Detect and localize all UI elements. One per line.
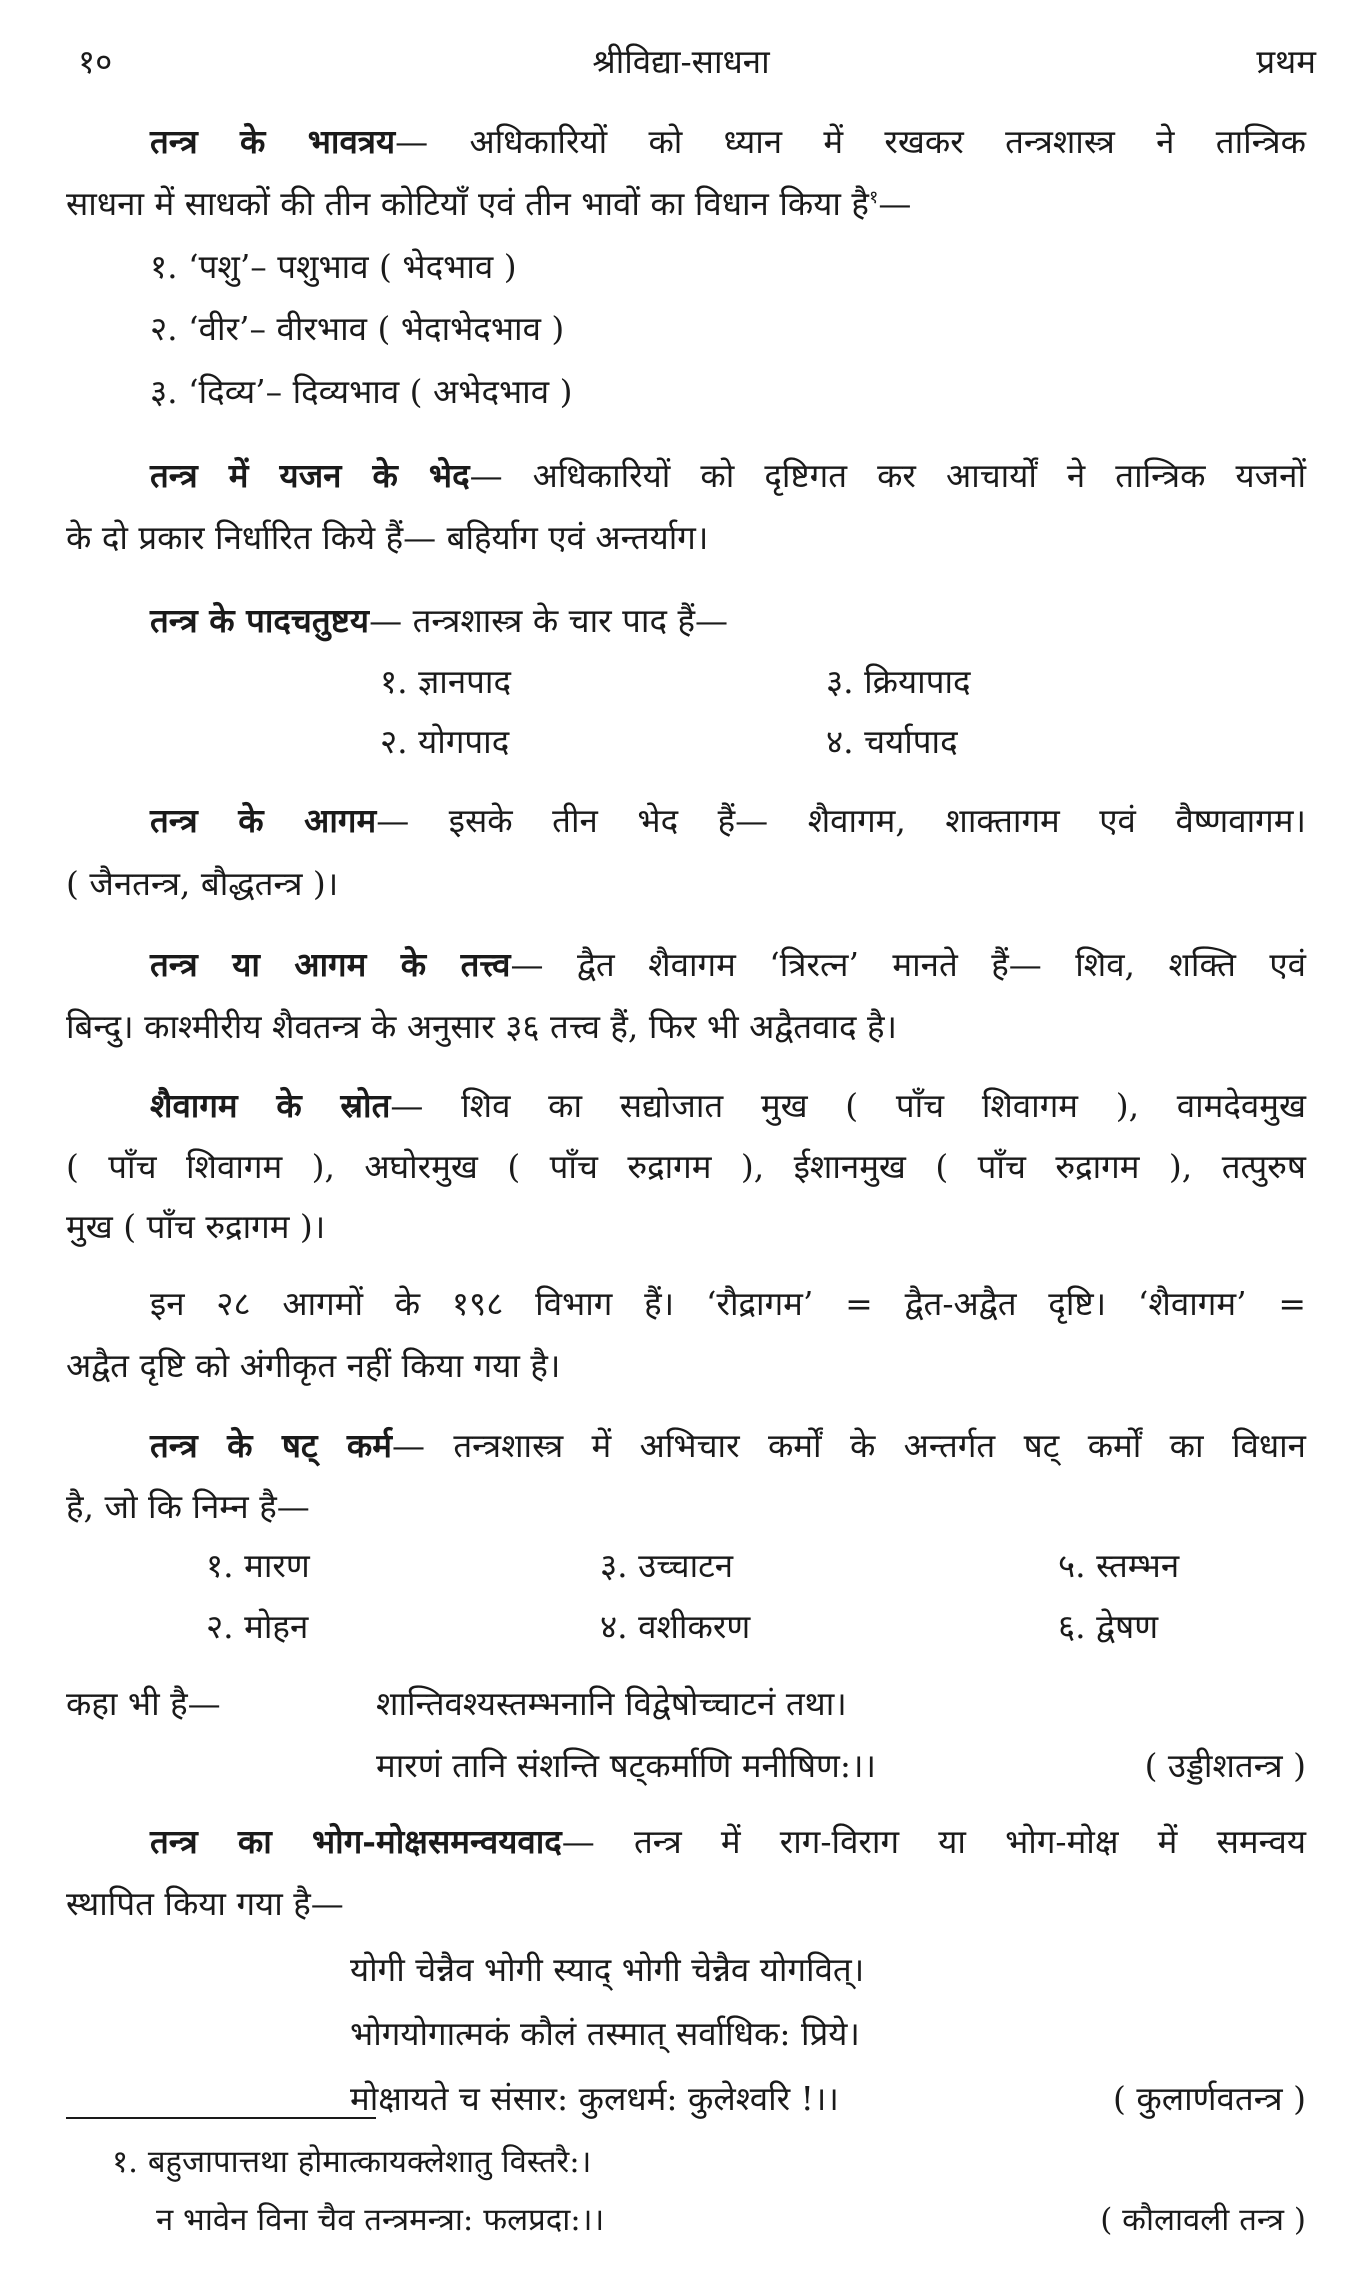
page-number: १० [78, 42, 113, 81]
footnote-line2: न भावेन विना चैव तन्त्रमन्त्रा: फलप्रदा:।। [156, 2202, 605, 2238]
vibhag-para-line2: अद्वैत दृष्टि को अंगीकृत नहीं किया गया है। [66, 1346, 561, 1385]
list-item: ३. उच्चाटन [600, 1546, 734, 1585]
shatkarma-para-line1: तन्त्र के षट् कर्म— तन्त्रशास्त्र में अभिचार कर्मों के अन्तर्गत षट् कर्मों का विधान [150, 1426, 1306, 1465]
list-item: ४. वशीकरण [600, 1607, 751, 1646]
bhavatraya-para-line1: तन्त्र के भावत्रय— अधिकारियों को ध्यान में रखकर तन्त्रशास्त्र ने तान्त्रिक [150, 122, 1306, 161]
bhavatraya-heading: तन्त्र के भावत्रय [150, 122, 396, 161]
srot-para-line3: मुख ( पाँच रुद्रागम )। [66, 1207, 326, 1246]
verse-line: शान्तिवश्यस्तम्भनानि विद्वेषोच्चाटनं तथा। [376, 1684, 847, 1723]
shatkarma-heading: तन्त्र के षट् कर्म [150, 1426, 392, 1465]
agama-para-line1: तन्त्र के आगम— इसके तीन भेद हैं— शैवागम, शाक्तागम एवं वैष्णवागम। [150, 801, 1306, 840]
list-item: १. मारण [206, 1546, 310, 1585]
chapter-label: प्रथम [1256, 42, 1316, 81]
yajan-para-line2: के दो प्रकार निर्धारित किये हैं— बहिर्याग एवं अन्तर्याग। [66, 518, 709, 557]
srot-para-line2: ( पाँच शिवागम ), अघोरमुख ( पाँच रुद्रागम ), ईशानमुख ( पाँच रुद्रागम ), तत्पुरुष [66, 1147, 1306, 1186]
list-item: २. मोहन [206, 1607, 309, 1646]
verse-line: भोगयोगात्मकं कौलं तस्मात् सर्वाधिक: प्रिये। [350, 2014, 860, 2053]
list-item: ५. स्तम्भन [1058, 1546, 1180, 1585]
list-item: ४. चर्यापाद [826, 722, 958, 761]
bhavatraya-para-line2: साधना में साधकों की तीन कोटियाँ एवं तीन भावों का विधान किया है$^१$— [66, 184, 912, 223]
footnote-divider [66, 2117, 376, 2119]
tattva-para-line2: बिन्दु। काश्मीरीय शैवतन्त्र के अनुसार ३६ तत्त्व हैं, फिर भी अद्वैतवाद है। [66, 1007, 898, 1046]
tattva-heading: तन्त्र या आगम के तत्त्व [150, 945, 511, 984]
bhogamoksha-para-line1: तन्त्र का भोग-मोक्षसमन्वयवाद— तन्त्र में राग-विराग या भोग-मोक्ष में समन्वय [150, 1822, 1306, 1861]
pada-heading: तन्त्र के पादचतुष्टय [150, 601, 370, 640]
verse-line: मारणं तानि संशन्ति षट्कर्माणि मनीषिण:।। [376, 1746, 877, 1785]
footnote-line1: १. बहुजापात्तथा होमात्कायक्लेशातु विस्तरै:। [112, 2144, 592, 2180]
verse-line: मोक्षायते च संसार: कुलधर्म: कुलेश्वरि !।। [350, 2079, 839, 2118]
srot-heading: शैवागम के स्रोत [150, 1086, 391, 1125]
running-title: श्रीविद्या-साधना [592, 42, 770, 81]
pada-para-line1: तन्त्र के पादचतुष्टय— तन्त्रशास्त्र के चार पाद हैं— [150, 601, 728, 640]
list-item: २. ‘वीर’– वीरभाव ( भेदाभेदभाव ) [150, 309, 565, 348]
footnote-ref: १ [868, 187, 879, 208]
list-item: ६. द्वेषण [1058, 1607, 1159, 1646]
list-item: २. योगपाद [380, 722, 510, 761]
agama-heading: तन्त्र के आगम [150, 801, 377, 840]
list-item: ३. क्रियापाद [826, 662, 971, 701]
kaha-label: कहा भी है— [66, 1684, 221, 1723]
vibhag-para-line1: इन २८ आगमों के १९८ विभाग हैं। ‘रौद्रागम’ = द्वैत-अद्वैत दृष्टि। ‘शैवागम’ = [150, 1284, 1306, 1323]
tattva-para-line1: तन्त्र या आगम के तत्त्व— द्वैत शैवागम ‘त्रिरत्न’ मानते हैं— शिव, शक्ति एवं [150, 945, 1306, 984]
shatkarma-para-line2: है, जो कि निम्न है— [66, 1487, 310, 1526]
footnote-source: ( कौलावली तन्त्र ) [1100, 2202, 1306, 2238]
agama-para-line2: ( जैनतन्त्र, बौद्धतन्त्र )। [66, 864, 339, 903]
yajan-para-line1: तन्त्र में यजन के भेद— अधिकारियों को दृष्टिगत कर आचार्यों ने तान्त्रिक यजनों [150, 456, 1306, 495]
verse-source: ( कुलार्णवतन्त्र ) [1113, 2079, 1306, 2118]
yajan-heading: तन्त्र में यजन के भेद [150, 456, 470, 495]
list-item: ३. ‘दिव्य’– दिव्यभाव ( अभेदभाव ) [150, 372, 573, 411]
verse-line: योगी चेन्नैव भोगी स्याद् भोगी चेन्नैव योगवित्। [350, 1950, 865, 1989]
list-item: १. ‘पशु’– पशुभाव ( भेदभाव ) [150, 247, 517, 286]
bhogamoksha-para-line2: स्थापित किया गया है— [66, 1884, 344, 1923]
list-item: १. ज्ञानपाद [380, 662, 511, 701]
bhogamoksha-heading: तन्त्र का भोग-मोक्षसमन्वयवाद [150, 1822, 562, 1861]
verse-source: ( उड्डीशतन्त्र ) [1144, 1746, 1306, 1785]
srot-para-line1: शैवागम के स्रोत— शिव का सद्योजात मुख ( पाँच शिवागम ), वामदेवमुख [150, 1086, 1307, 1125]
